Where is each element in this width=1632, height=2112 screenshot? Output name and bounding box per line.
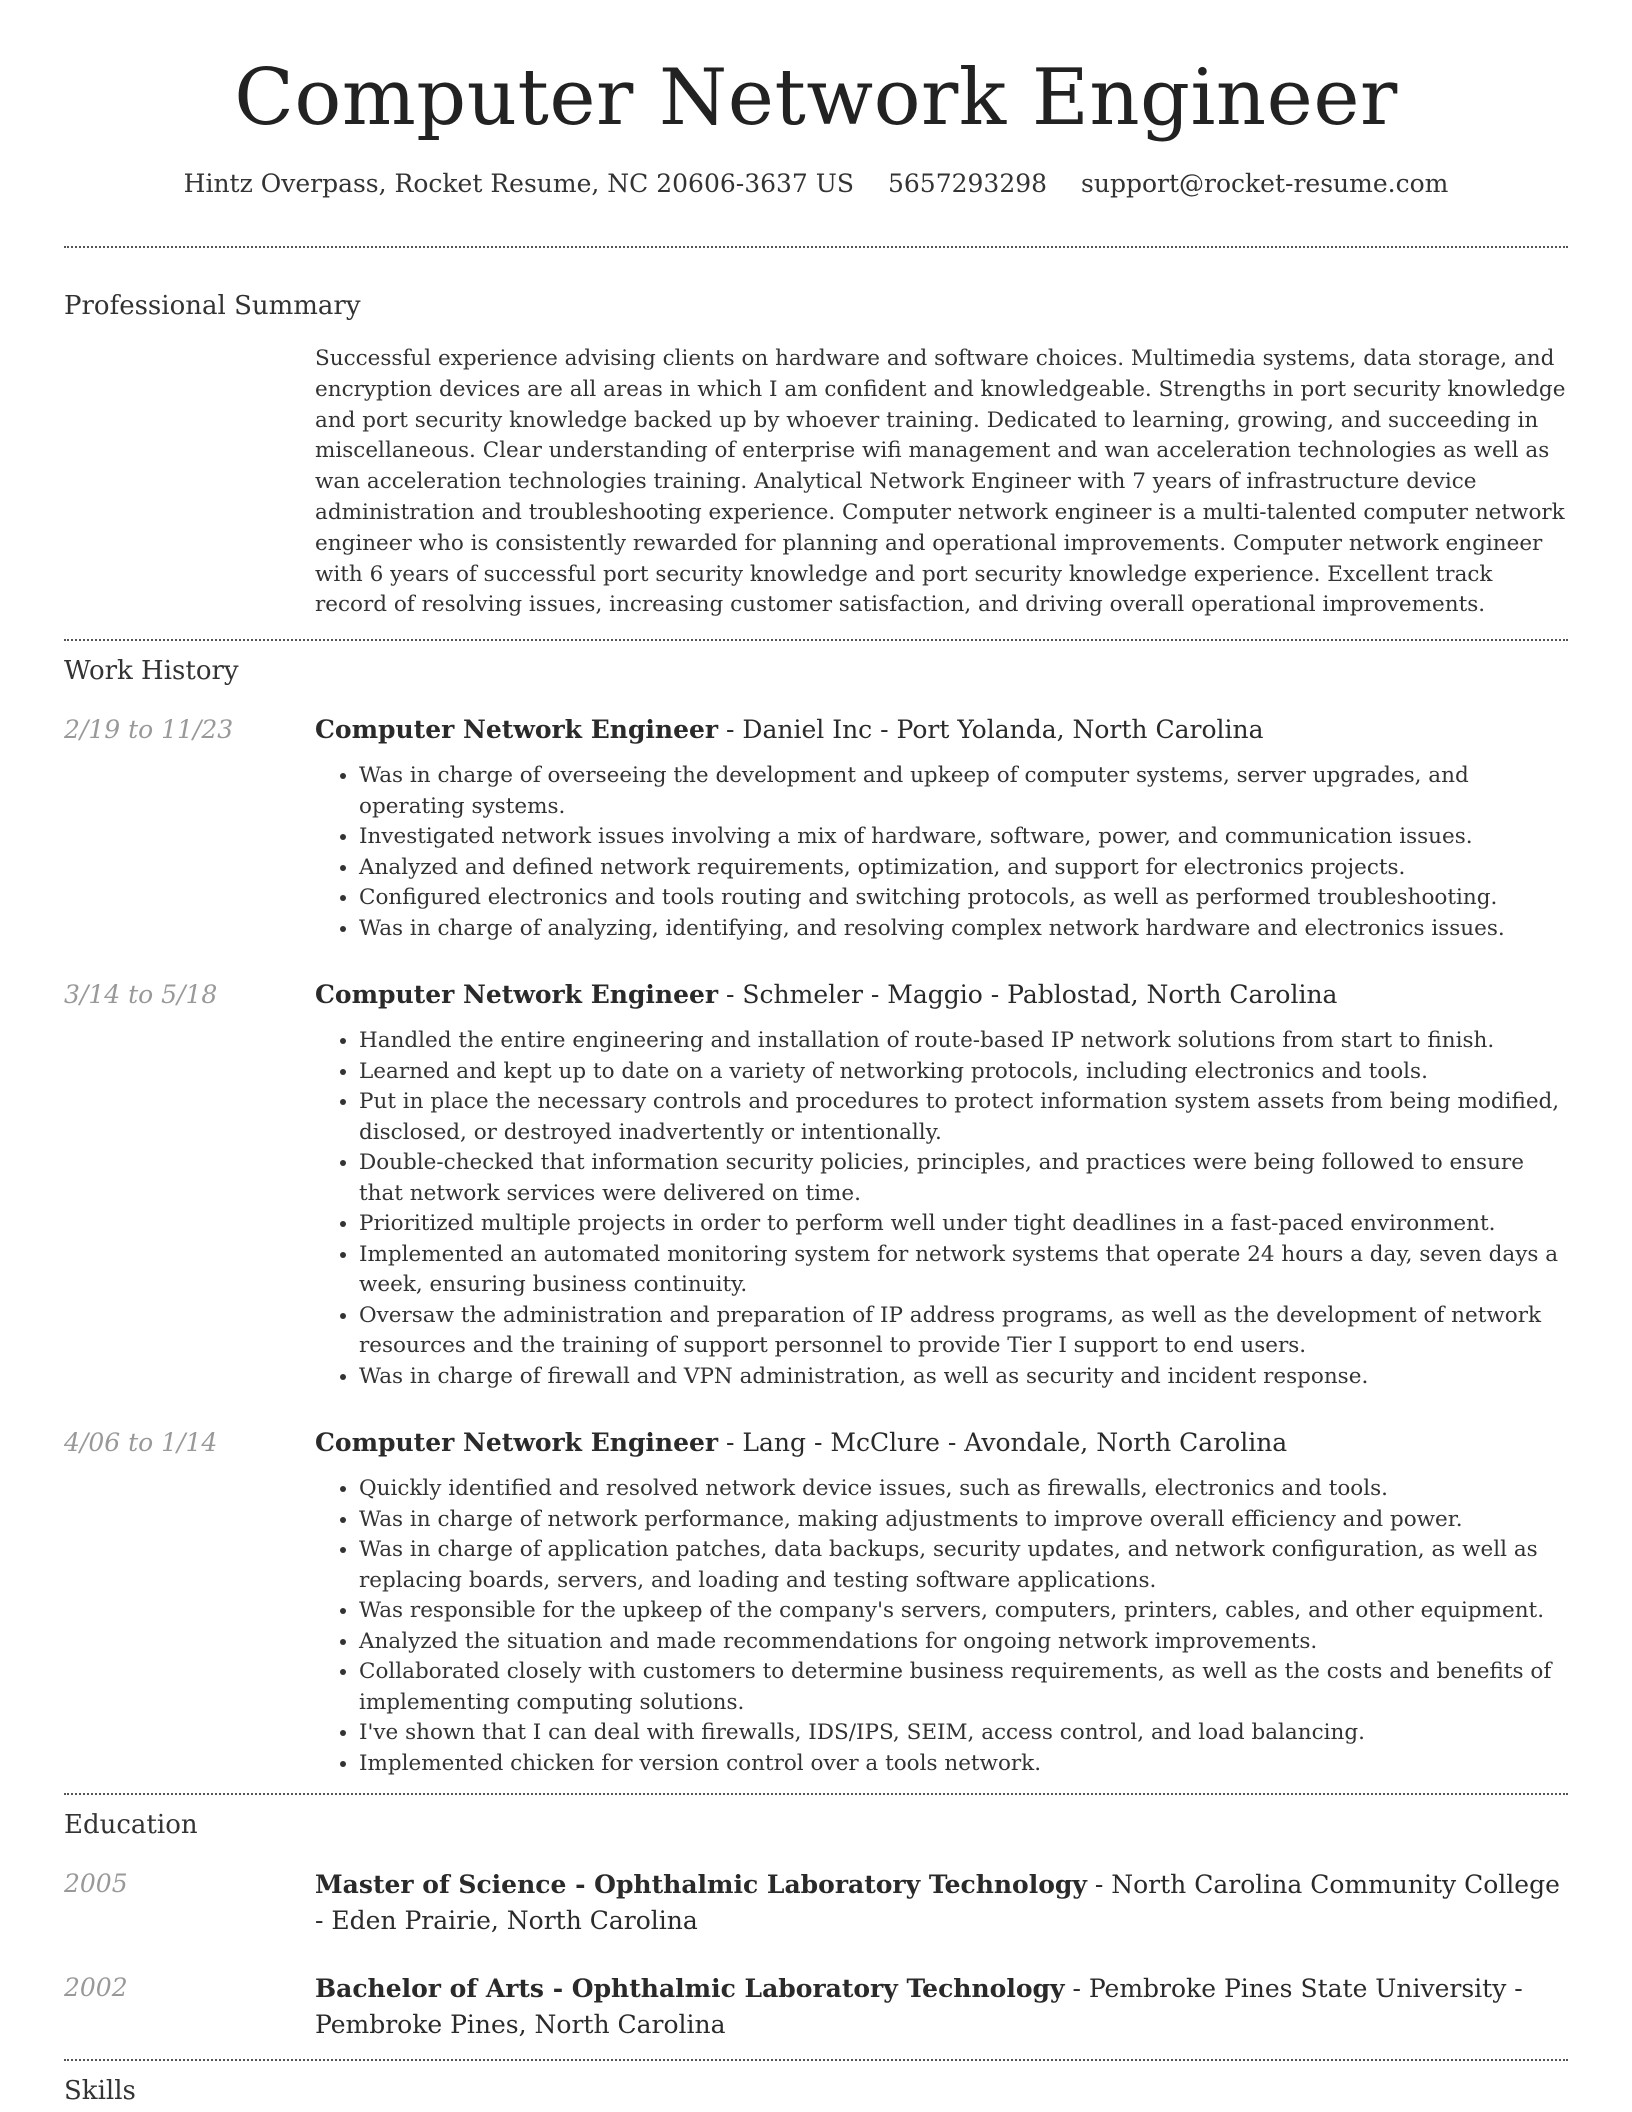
job-date: 4/06 to 1/14 xyxy=(64,1428,218,1458)
education-heading xyxy=(315,1971,1568,2043)
job-bullets xyxy=(315,761,1568,944)
section-title-work-history: Work History xyxy=(64,656,239,687)
job-bullet: • Analyzed and defined network requirements, optimization, and support for electronics projects. xyxy=(359,853,1568,884)
section-title-skills: Skills xyxy=(64,2076,136,2107)
education-school: - North Carolina Community College - Eden Prairie, North Carolina xyxy=(315,1870,1560,1936)
job-bullet: • I've shown that I can deal with firewalls, IDS/IPS, SEIM, access control, and load balancing. xyxy=(359,1718,1568,1749)
contact-address: Hintz Overpass, Rocket Resume, NC 20606-3637 US xyxy=(183,169,854,198)
job-entry xyxy=(64,978,1568,1392)
job-bullet: • Put in place the necessary controls and procedures to protect information system assets from being modified, disclosed, or destroyed inadvertently or intentionally. xyxy=(359,1087,1568,1148)
job-bullet: • Was responsible for the upkeep of the company's servers, computers, printers, cables, and other equipment. xyxy=(359,1596,1568,1627)
job-bullet: • Handled the entire engineering and installation of route-based IP network solutions from start to finish. xyxy=(359,1026,1568,1057)
job-bullet: • Implemented an automated monitoring system for network systems that operate 24 hours a day, seven days a week, ensuring business continuity. xyxy=(359,1240,1568,1301)
section-title-education: Education xyxy=(64,1810,198,1841)
job-heading xyxy=(315,978,1568,1012)
job-bullet: • Implemented chicken for version control over a tools network. xyxy=(359,1749,1568,1780)
job-bullet: • Collaborated closely with customers to determine business requirements, as well as the costs and benefits of implementing computing solutions. xyxy=(359,1657,1568,1718)
job-company: - Lang - McClure - Avondale, North Carolina xyxy=(718,1428,1288,1458)
job-body xyxy=(315,713,1568,944)
job-heading xyxy=(315,713,1568,747)
job-entry xyxy=(64,713,1568,944)
contact-email: support@rocket-resume.com xyxy=(1081,169,1449,198)
job-date: 2/19 to 11/23 xyxy=(64,715,234,745)
job-entry xyxy=(64,1426,1568,1779)
job-bullet: • Prioritized multiple projects in order to perform well under tight deadlines in a fast-paced environment. xyxy=(359,1209,1568,1240)
education-date: 2002 xyxy=(64,1973,128,2003)
resume-page xyxy=(64,0,1568,2107)
divider xyxy=(64,2059,1568,2061)
job-company: - Daniel Inc - Port Yolanda, North Carolina xyxy=(718,715,1264,745)
education-school: - Pembroke Pines State University - Pembroke Pines, North Carolina xyxy=(315,1974,1523,2040)
job-bullets xyxy=(315,1474,1568,1779)
job-bullet: • Was in charge of analyzing, identifying, and resolving complex network hardware and electronics issues. xyxy=(359,914,1568,945)
education-degree: Master of Science - Ophthalmic Laboratory Technology xyxy=(315,1870,1087,1900)
job-role: Computer Network Engineer xyxy=(315,1428,719,1458)
education-body xyxy=(315,1971,1568,2043)
education-entry xyxy=(64,1971,1568,2043)
job-bullets xyxy=(315,1026,1568,1392)
summary-text: Successful experience advising clients on hardware and software choices. Multimedia systems, data storage, and encryption devices are all areas in which I am confident and knowledgeable. Strengths in port security knowledge and port security knowledge backed up by whoever training. Dedicated to learning, growing, and succeeding in miscellaneous. Clear understanding of enterprise wifi management and wan acceleration technologies as well as wan acceleration technologies training. Analytical Network Engineer with 7 years of infrastructure device administration and troubleshooting experience. Computer network engineer is a multi-talented computer network engineer who is consistently rewarded for planning and operational improvements. Computer network engineer with 6 years of successful port security knowledge and port security knowledge experience. Excellent track record of resolving issues, increasing customer satisfaction, and driving overall operational improvements. xyxy=(315,346,1566,618)
job-bullet: • Was in charge of network performance, making adjustments to improve overall efficiency and power. xyxy=(359,1505,1568,1536)
job-body xyxy=(315,978,1568,1392)
job-bullet: • Was in charge of application patches, data backups, security updates, and network configuration, as well as replacing boards, servers, and loading and testing software applications. xyxy=(359,1535,1568,1596)
job-role: Computer Network Engineer xyxy=(315,980,719,1010)
education-entry xyxy=(64,1867,1568,1939)
job-bullet: • Was in charge of firewall and VPN administration, as well as security and incident response. xyxy=(359,1362,1568,1393)
divider xyxy=(64,639,1568,641)
job-heading xyxy=(315,1426,1568,1460)
job-bullet: • Oversaw the administration and preparation of IP address programs, as well as the development of network resources and the training of support personnel to provide Tier I support to end users. xyxy=(359,1301,1568,1362)
education-degree: Bachelor of Arts - Ophthalmic Laboratory Technology xyxy=(315,1974,1065,2004)
divider xyxy=(64,246,1568,248)
divider xyxy=(64,1793,1568,1795)
job-bullet: • Double-checked that information security policies, principles, and practices were being followed to ensure that network services were delivered on time. xyxy=(359,1148,1568,1209)
job-bullet: • Configured electronics and tools routing and switching protocols, as well as performed troubleshooting. xyxy=(359,883,1568,914)
job-bullet: • Learned and kept up to date on a variety of networking protocols, including electronics and tools. xyxy=(359,1057,1568,1088)
contact-phone: 5657293298 xyxy=(887,169,1048,198)
job-company: - Schmeler - Maggio - Pablostad, North Carolina xyxy=(718,980,1338,1010)
job-bullet: • Analyzed the situation and made recommendations for ongoing network improvements. xyxy=(359,1627,1568,1658)
education-date: 2005 xyxy=(64,1869,128,1899)
job-bullet: • Was in charge of overseeing the development and upkeep of computer systems, server upgrades, and operating systems. xyxy=(359,761,1568,822)
job-date: 3/14 to 5/18 xyxy=(64,980,218,1010)
section-title-summary: Professional Summary xyxy=(64,291,361,321)
job-bullet: • Investigated network issues involving a mix of hardware, software, power, and communication issues. xyxy=(359,822,1568,853)
job-bullet: • Quickly identified and resolved network device issues, such as firewalls, electronics and tools. xyxy=(359,1474,1568,1505)
job-body xyxy=(315,1426,1568,1779)
job-role: Computer Network Engineer xyxy=(315,715,719,745)
resume-name: Computer Network Engineer xyxy=(234,53,1398,143)
contact-line xyxy=(64,168,1568,200)
education-heading xyxy=(315,1867,1568,1939)
education-body xyxy=(315,1867,1568,1939)
